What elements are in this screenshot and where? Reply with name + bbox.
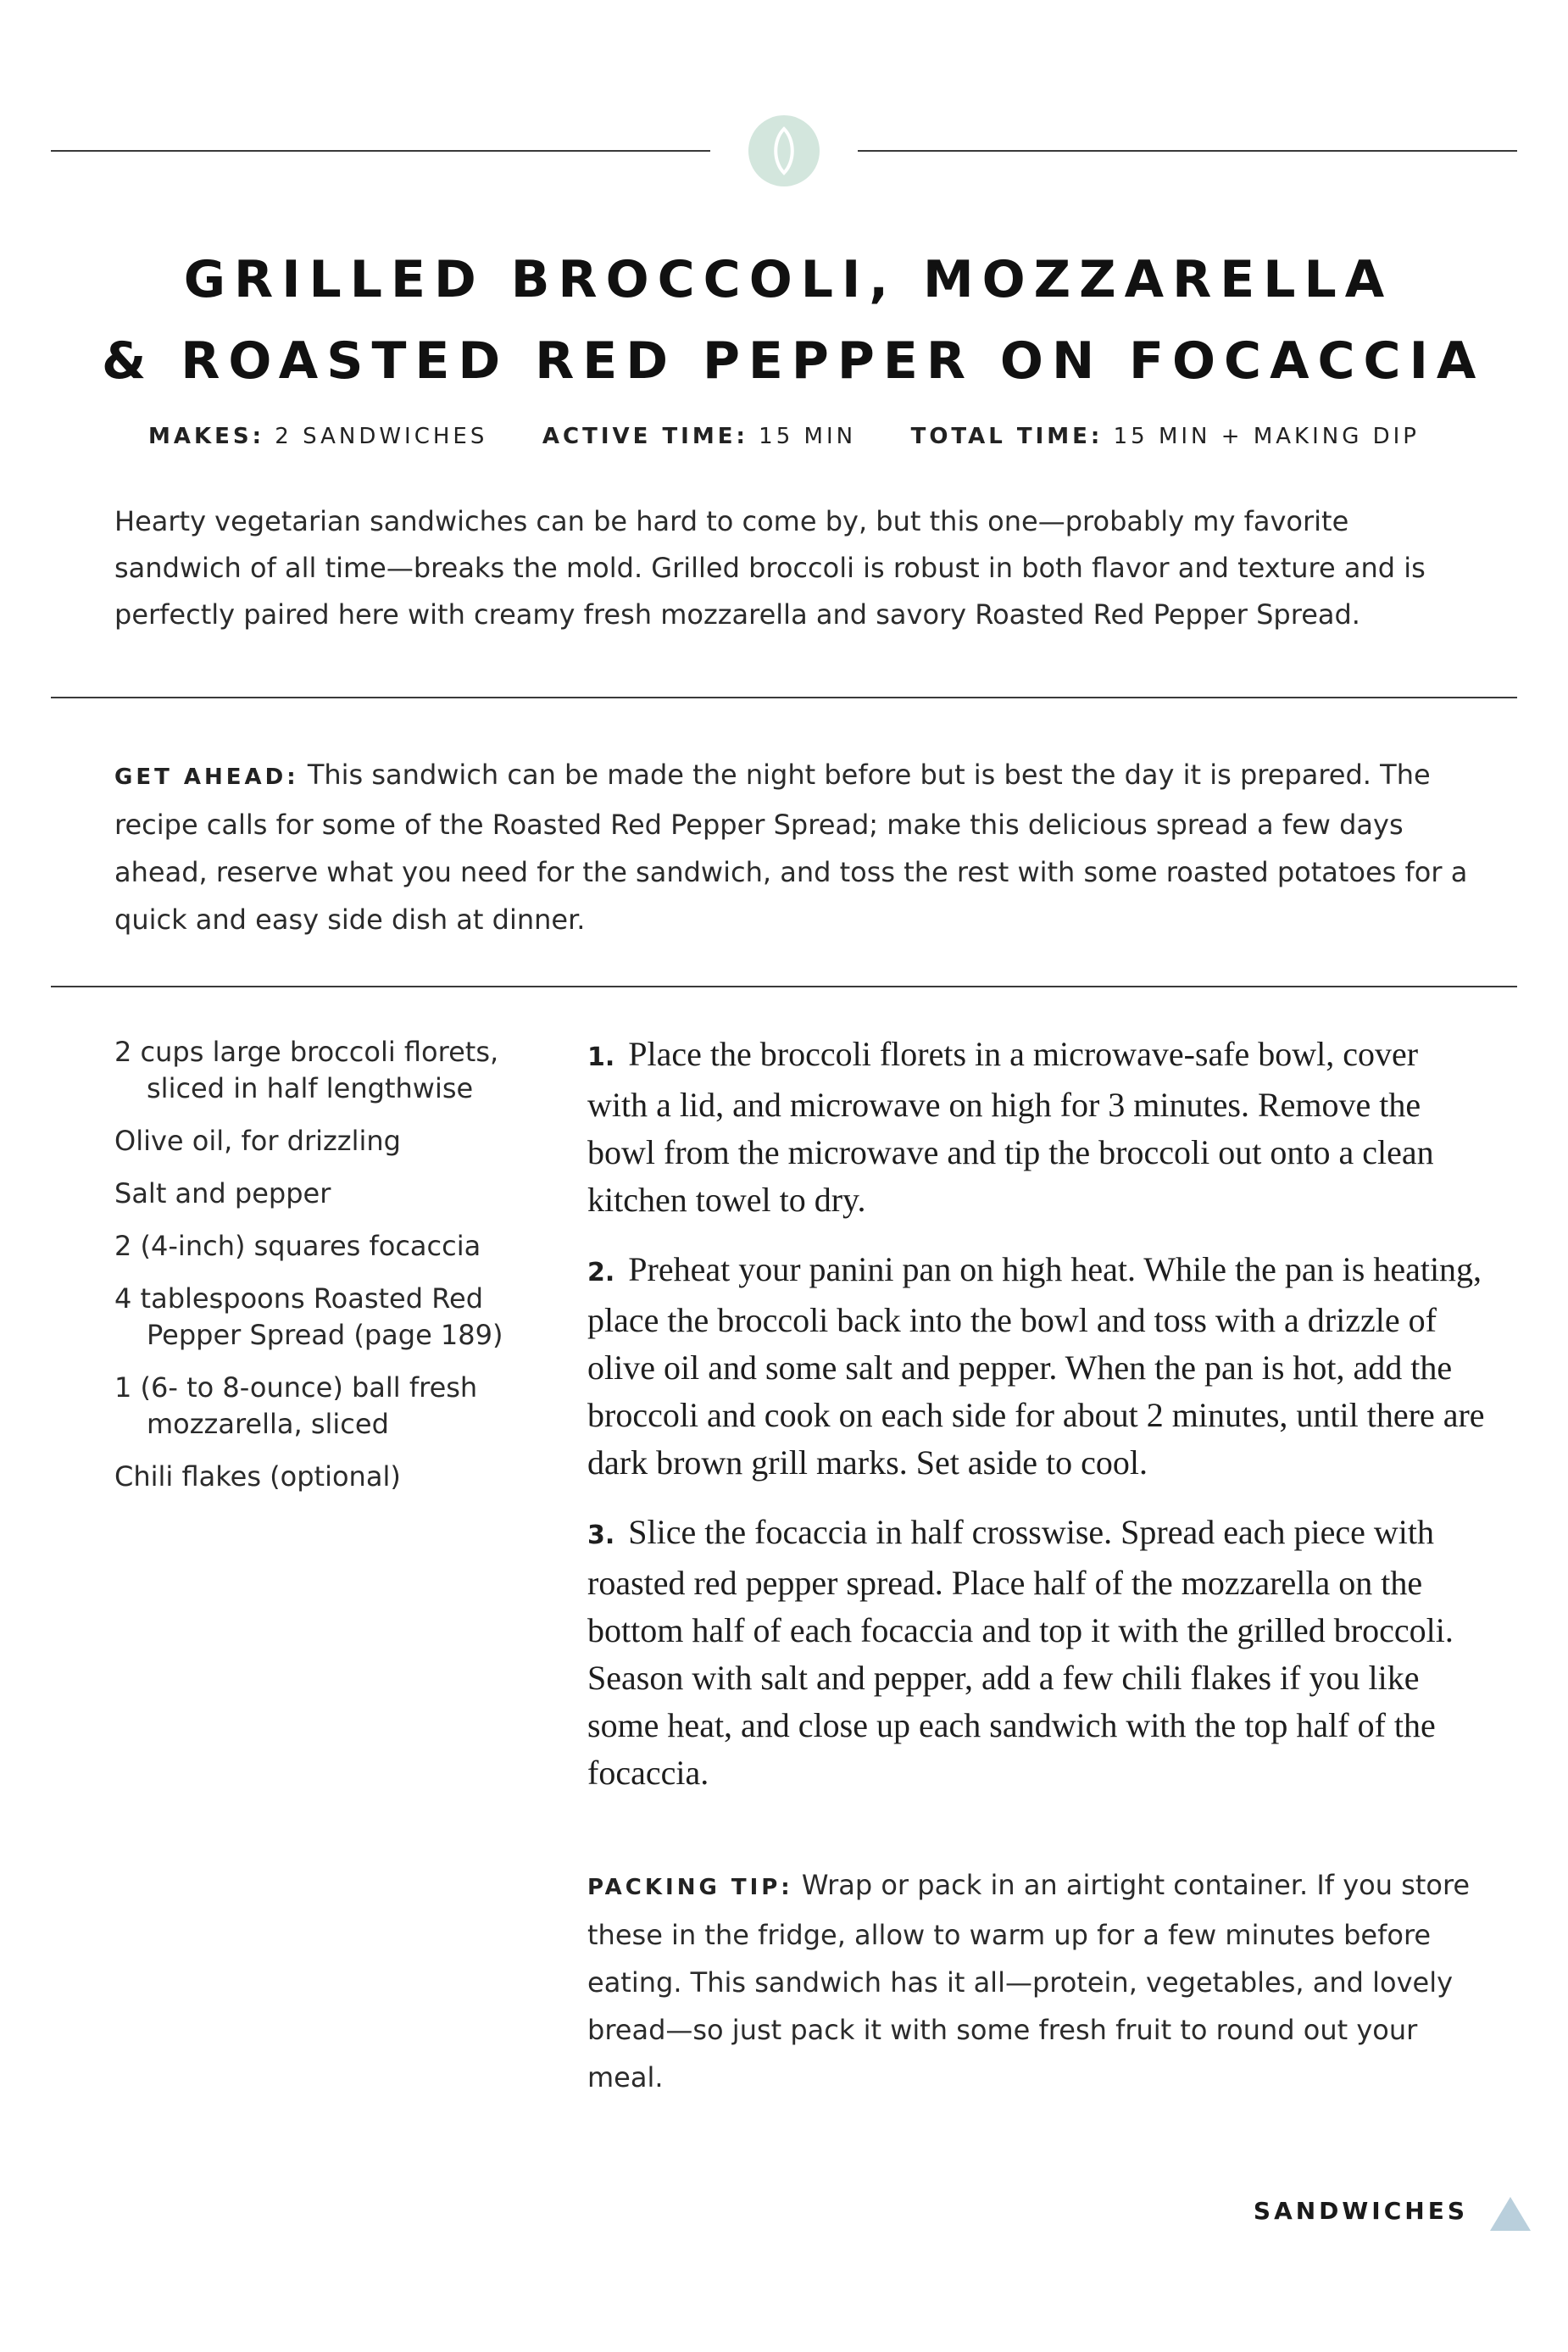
get-ahead-note [114, 751, 1471, 943]
ingredient-item: 4 tablespoons Roasted Red Pepper Spread (page 189) [114, 1282, 503, 1351]
leaf-icon [768, 126, 800, 175]
header-rule-right [858, 150, 1517, 152]
divider-rule [51, 697, 1517, 698]
packing-tip-label: PACKING TIP: [587, 1875, 793, 1900]
ingredient-item: Olive oil, for drizzling [114, 1125, 401, 1157]
method-step [587, 1509, 1486, 1797]
method-step [587, 1246, 1486, 1487]
recipe-title-line: GRILLED BROCCOLI, MOZZARELLA [183, 250, 1393, 309]
step-number: 1. [587, 1043, 615, 1072]
packing-tip [587, 1861, 1486, 2101]
ingredient-item: 2 cups large broccoli florets, sliced in half lengthwise [114, 1036, 499, 1104]
makes-value: 2 SANDWICHES [275, 424, 488, 449]
total-time-label: TOTAL TIME: [910, 424, 1104, 449]
step-text: Place the broccoli florets in a microwave-safe bowl, cover with a lid, and microwave on high for 3 minutes. Remove the bowl from the microwave and tip the broccoli out onto a clean kitchen towel to dry. [587, 1035, 1434, 1219]
method-steps [587, 1031, 1486, 1819]
ingredients-list [114, 1034, 547, 1511]
step-number: 2. [587, 1258, 615, 1287]
recipe-title-line: & ROASTED RED PEPPER ON FOCACCIA [102, 331, 1485, 391]
triangle-icon [1490, 2197, 1531, 2231]
step-text: Slice the focaccia in half crosswise. Spread each piece with roasted red pepper spread. Place half of the mozzarella on the bottom half of each focaccia and top it with the grilled broccoli. Season with salt and pepper, add a few chili flakes if you like some heat, and close up each sandwich with the top half of the focaccia. [587, 1513, 1454, 1792]
active-time-value: 15 MIN [759, 424, 857, 449]
footer-section-label: SANDWICHES [1253, 2197, 1468, 2225]
makes-label: MAKES: [148, 424, 265, 449]
get-ahead-label: GET AHEAD: [114, 765, 299, 790]
get-ahead-text: This sandwich can be made the night before but is best the day it is prepared. The recipe calls for some of the Roasted Red Pepper Spread; make this delicious spread a few days ahead, reserve what you need for the sandwich, and toss the rest with some roasted potatoes for a quick and easy side dish at dinner. [114, 759, 1468, 936]
divider-rule [51, 986, 1517, 987]
leaf-badge [748, 115, 820, 186]
recipe-title [102, 239, 1485, 402]
packing-tip-text: Wrap or pack in an airtight container. If you store these in the fridge, allow to warm up for a few minutes before eating. This sandwich has it all—protein, vegetables, and lovely bread—so just pack it with some fresh fruit to round out your meal. [587, 1869, 1471, 2093]
step-number: 3. [587, 1521, 615, 1550]
total-time-value: 15 MIN + MAKING DIP [1113, 424, 1420, 449]
method-step [587, 1031, 1486, 1224]
ingredient-item: Salt and pepper [114, 1177, 331, 1209]
recipe-meta [85, 424, 1483, 449]
ingredient-item: 1 (6- to 8-ounce) ball fresh mozzarella, sliced [114, 1371, 478, 1440]
step-text: Preheat your panini pan on high heat. While the pan is heating, place the broccoli back into the bowl and toss with a drizzle of olive oil and some salt and pepper. When the pan is hot, add the broccoli and cook on each side for about 2 minutes, until there are dark brown grill marks. Set aside to cool. [587, 1250, 1485, 1482]
active-time-label: ACTIVE TIME: [542, 424, 748, 449]
ingredient-item: Chili flakes (optional) [114, 1460, 401, 1493]
ingredient-item: 2 (4-inch) squares focaccia [114, 1230, 481, 1262]
header-rule-left [51, 150, 710, 152]
recipe-intro: Hearty vegetarian sandwiches can be hard to come by, but this one—probably my favorite sandwich of all time—breaks the mold. Grilled broccoli is robust in both flavor and texture and is perfectly paired here with creamy fresh mozzarella and savory Roasted Red Pepper Spread. [114, 505, 1426, 631]
